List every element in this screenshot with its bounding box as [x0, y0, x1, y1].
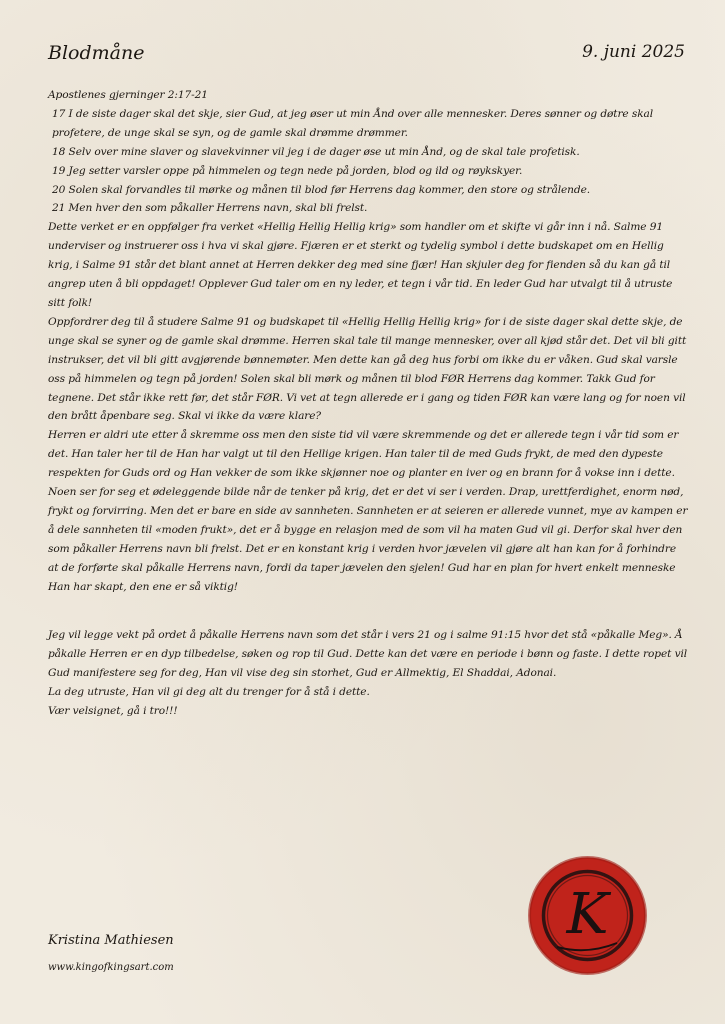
closing-paragraph: Jeg vil legge vekt på ordet å påkalle Herrens navn som det står i vers 21 og i salme 91:15 hvor det stå «påkalle Meg». Å påkalle Herren er en dyp tilbedelse, søken og rop til Gud. Dette kan det være en periode i bønn og faste. I dette ropet vil Gud manifestere seg for deg, Han vil vise deg sin storhet, Gud er Allmektig, El Shaddai, Adonai. [48, 629, 688, 680]
date: 9. juni 2025 [582, 42, 685, 62]
closing-line: La deg utruste, Han vil gi deg alt du trenger for å stå i dette. [48, 686, 370, 699]
verse: 20 Solen skal forvandles til mørke og månen til blod før Herrens dag kommer, den store og strålende. [52, 183, 591, 196]
paragraph: Herren er aldri ute etter å skremme oss men den siste tid vil være skremmende og det er allerede tegn i vår tid som er det. Han taler her til de Han har valgt ut til den Hellige krigen. Han taler til de med Guds frykt, de med den dypeste respekten for Guds ord og Han vekker de som ikke skjønner noe og planter en iver og en brann for å vokse inn i dette. Noen ser for seg et ødeleggende bilde når de tenker på krig, det er det vi ser i verden. Drap, urettferdighet, enorm nød, frykt og forvirring. Men det er bare en side av sannheten. Sannheten er at seieren er allerede vunnet, mye av kampen er å dele sannheten til «moden frukt», det er å bygge en relasjon med de som vil ha maten Gud vil gi. Derfor skal hver den som påkaller Herrens navn bli frelst. Det er en konstant krig i verden hvor jævelen vil gjøre alt han kan for å forhindre at de forførte skal påkalle Herrens navn, fordi da taper jævelen den sjelen! Gud har en plan for hvert enkelt menneske Han har skapt, den ene er så viktig! [48, 429, 688, 593]
page-title: Blodmåne [48, 42, 145, 64]
closing-line: Vær velsignet, gå i tro!!! [48, 705, 178, 718]
letter-body [48, 86, 688, 721]
scripture-reference: Apostlenes gjerninger 2:17-21 [48, 89, 208, 101]
wax-seal-icon [527, 855, 648, 976]
spacer [48, 596, 688, 626]
verse: 18 Selv over mine slaver og slavekvinner vil jeg i de dager øse ut min Ånd, og de skal tale profetisk. [52, 145, 580, 158]
verse: 19 Jeg setter varsler oppe på himmelen og tegn nede på jorden, blod og ild og røykskyer. [52, 164, 523, 177]
seal-letter: K [566, 882, 609, 947]
paragraph: Dette verket er en oppfølger fra verket «Hellig Hellig Hellig krig» som handler om et skifte vi går inn i nå. Salme 91 underviser og instruerer oss i hva vi skal gjøre. Fjæren er et sterkt og tydelig symbol i dette budskapet om en Hellig krig, i Salme 91 står det blant annet at Herren dekker deg med sine fjær! Han skjuler deg for fienden så du kan gå til angrep uten å bli oppdaget! Opplever Gud taler om en ny leder, et tegn i vår tid. En leder Gud har utvalgt til å utruste sitt folk! [48, 221, 673, 309]
website-link[interactable]: www.kingofkingsart.com [48, 962, 174, 973]
signature-name: Kristina Mathiesen [48, 933, 174, 948]
verse: 21 Men hver den som påkaller Herrens navn, skal bli frelst. [52, 202, 368, 215]
verse: 17 I de siste dager skal det skje, sier Gud, at jeg øser ut min Ånd over alle mennesker. Deres sønner og døtre skal profetere, de unge skal se syn, og de gamle skal drømme drømmer. [52, 107, 654, 139]
paragraph: Oppfordrer deg til å studere Salme 91 og budskapet til «Hellig Hellig Hellig krig» for i de siste dager skal dette skje, de unge skal se syner og de gamle skal drømme. Herren skal tale til mange mennesker, over all kjød står det. Det vil bli gitt instrukser, det vil bli gitt avgjørende bønnemøter. Men dette kan gå deg hus forbi om ikke du er våken. Gud skal varsle oss på himmelen og tegn på jorden! Solen skal bli mørk og månen til blod FØR Herrens dag kommer. Takk Gud for tegnene. Det står ikke rett før, det står FØR. Vi vet at tegn allerede er i gang og tiden FØR kan være lang og for noen vil den brått åpenbare seg. Skal vi ikke da være klare? [48, 315, 687, 423]
